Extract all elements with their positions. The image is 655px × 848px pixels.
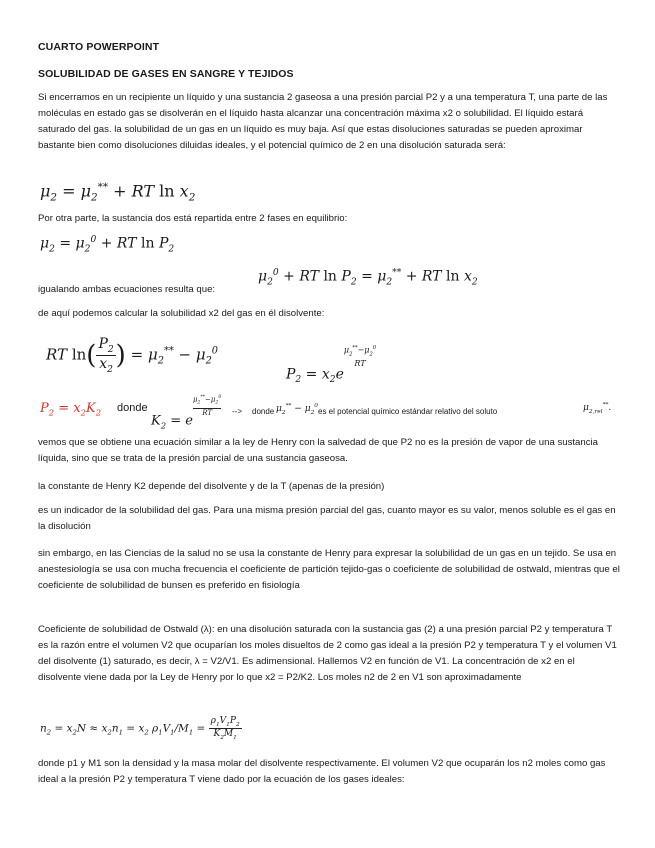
symbol-relative-potential: $\mu_{2,rel}^{**}$. — [583, 402, 612, 415]
label-donde: donde — [117, 402, 148, 414]
equation-henry-form: $P_2 = x_2K_2$ — [40, 401, 102, 418]
paragraph-ostwald: Coeficiente de solubilidad de Ostwald (λ): en una disolución saturada con la sustancia gas (2) a una presión parcial P2 y temperatura T es la razón entre el volumen V2 que ocuparían los moles disueltos de 2 como gas ideal a la presión P2 y temperatura T y el volumen V1 del disolvente (1) saturado, es decir, λ = V2/V1. Es adimensional. Hallemos V2 en función de V1. La concentración de x2 en el disolvente viene dada por la Ley de Henry por lo que x2 = P2/K2. Los moles n2 de 2 en V1 son aproximadamente — [38, 624, 617, 683]
equation-chemical-potential-solution: $\mu_2 = \mu_2^{**}$ + RT $\ln x_2$ — [40, 181, 196, 204]
equation-partial-pressure: $P_2 = x_2e$ $\mu_2^{**}-\mu_2^0$ RT — [286, 345, 377, 386]
document-title: CUARTO POWERPOINT — [38, 41, 160, 53]
equation-potential-difference: $\mu_2^{**} - \mu_2^0$ — [276, 403, 318, 416]
paragraph-solubility-calc: de aquí podemos calcular la solubilidad x2 del gas en él disolvente: — [38, 308, 325, 319]
arrow-note: --> — [232, 407, 242, 416]
equation-moles: $n_2 = x_2N \approx x_2n_1 = x_2$ $\rho_1V_1/M_1$ = $\frac{\rho_1V_1P_2}{K_2M_1}$ — [40, 716, 240, 741]
paragraph-solubility-indicator: es un indicador de la solubilidad del gas. Para una misma presión parcial del gas, cuanto mayor es su valor, menos soluble es el gas en la disolución — [38, 505, 616, 532]
paragraph-equilibrium: Por otra parte, la sustancia dos está repartida entre 2 fases en equilibrio: — [38, 213, 348, 224]
equation-henry-constant: $K_2 = e$ $\frac{\mu_2^{**}-\mu_2^0}{RT}$ — [151, 395, 222, 431]
note-standard-potential: es el potencial químico estándar relativo del soluto — [318, 407, 498, 416]
paragraph-density-molar-mass: donde p1 y M1 son la densidad y la masa molar del disolvente respectivamente. El volumen V2 que ocuparán los n2 moles como gas ideal a la presión P2 y temperatura T viene dado por la ecuación de los gases ideales: — [38, 758, 606, 785]
paragraph-intro: Si encerramos en un recipiente un líquido y una sustancia 2 gaseosa a una presión parcial P2 y a una temperatura T, una parte de las moléculas en estado gas se disolverán en el líquido hasta alcanzar una concentración máxima x2 o solubilidad. El líquido estará saturado del gas. la solubilidad de un gas en un líquido es muy baja. Así que estas disoluciones saturadas se pueden aproximar bastante bien como disoluciones diluidas ideales, y el potencial químico de 2 en una disolución saturada será: — [38, 92, 608, 151]
equation-chemical-potential-gas: $\mu_2 = \mu_2^0$ + RT $\ln P_2$ — [40, 235, 175, 255]
equation-equated: $\mu_2^0$ + RT $\ln P_2 = \mu_2^{**}$ + RT $\ln x_2$ — [258, 268, 478, 288]
paragraph-equating-prefix: igualando ambas ecuaciones resulta que: — [38, 284, 216, 295]
section-title: SOLUBILIDAD DE GASES EN SANGRE Y TEJIDOS — [38, 68, 294, 80]
paragraph-henry-constant: la constante de Henry K2 depende del disolvente y de la T (apenas de la presión) — [38, 481, 385, 492]
label-donde-2: donde — [252, 407, 275, 416]
paragraph-henry-similarity: vemos que se obtiene una ecuación similar a la ley de Henry con la salvedad de que P2 no es la presión de vapor de una sustancia líquida, sino que se trata de la presión parcial de una sustancia gaseosa. — [38, 437, 598, 464]
equation-log-ratio: RT ln( $\frac{P_2}{x_2}$ ) = $\mu_2^{**} - \mu_2^0$ — [46, 336, 219, 375]
paragraph-health-sciences: sin embargo, en las Ciencias de la salud no se usa la constante de Henry para expresar la solubilidad de un gas en un tejido. Se usa en anestesiología se usa con mucha frecuencia el coeficiente de partición tejido-gas o coeficiente de solubilidad de ostwald, mientras que el coeficiente de solubilidad de bunsen es preferido en fisiología — [38, 548, 620, 591]
